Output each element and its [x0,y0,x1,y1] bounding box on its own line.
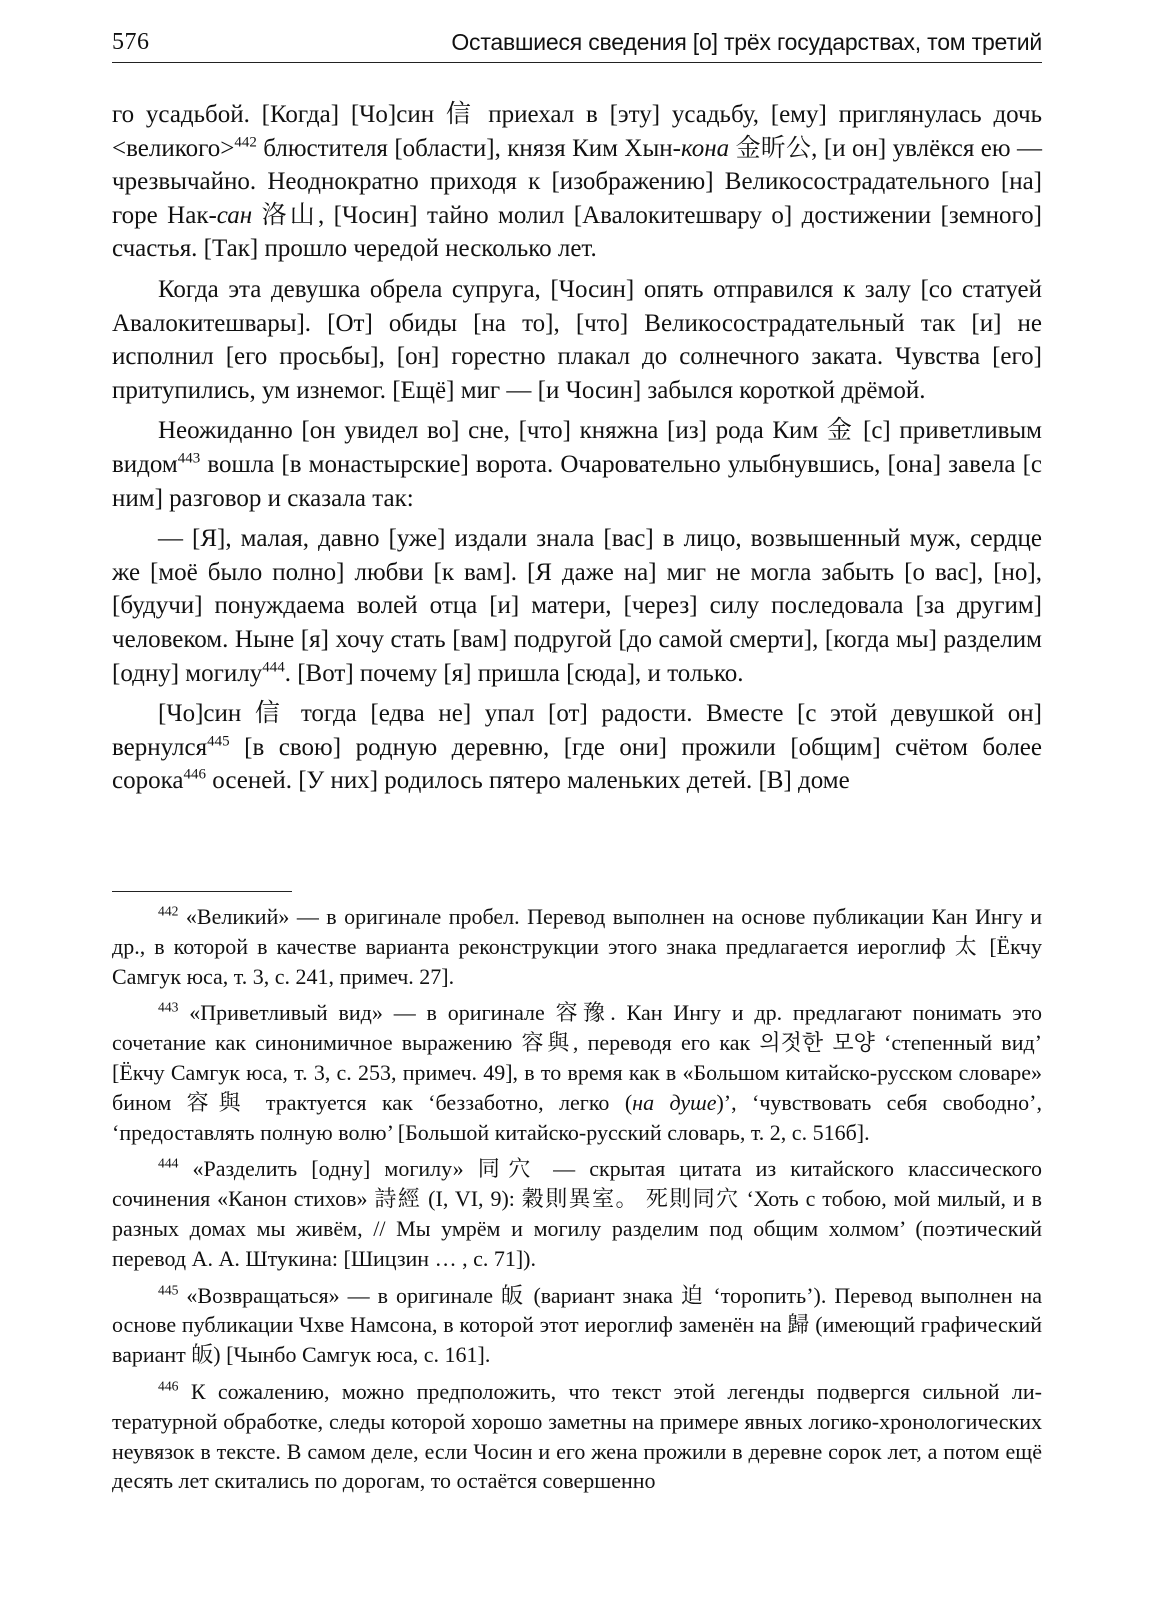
footnote-ref-442[interactable]: 442 [234,133,257,150]
footnote-divider [112,891,292,892]
paragraph-2: Когда эта девушка обрела супруга, [Чосин] опять отправился к залу [со статуей Авалокитешвары]. [От] обиды [на то], [что] Великосострадательный так [и] не исполнил [его просьбы], [он] горестно плакал до солнечного заката. Чувства [его] притупились, ум изнемог. [Ещё] миг — [и Чосин] забылся короткой дрёмой. [112,275,1042,404]
footnote-ref-444[interactable]: 444 [262,658,285,675]
footnote-ref-446[interactable]: 446 [183,766,206,783]
paragraph-3: Неожиданно [он увидел во] сне, [что] княжна [из] рода Ким 金 [с] приветливым видом$^{443}$ вошла [в монастырские] ворота. Очаровательно улыбнувшись, [она] завела [с ним] разговор и сказала так: [112,417,1042,512]
footnote-443: $^{443}$ «Приветливый вид» — в оригинале 容豫. Кан Ингу и др. предлагают понимать это сочетание как синонимичное выражению 容與, переводя его как 의젓한 모양 ‘степенный вид’ [Ёкчу Самгук юса, т. 3, с. 253, примеч. 49], в то время как в «Большом китайско-русском словаре» бином 容與 трактуется как ‘беззаботно, легко (на душе)’, ‘чувствовать себя свободно’, ‘предоставлять полную волю’ [Большой китайско-русский словарь, т. 2, с. 516б]. [112,999,1043,1145]
page-number: 576 [112,29,150,55]
paragraph-4: — [Я], малая, давно [уже] издали знала [вас] в лицо, возвышенный муж, сердце же [моё было полно] любви [к вам]. [Я даже на] миг не могла забыть [о вас], [но], [будучи] понуждаема волей отца [и] матери, [через] силу последовала [за другим] человеком. Ныне [я] хочу стать [вам] подругой [до самой смерти], [когда мы] разделим [одну] могилу$^{444}$. [Вот] почему [я] пришла [сюда], и только. [112,525,1042,687]
footnote-444: $^{444}$ «Разделить [одну] могилу» 同穴 — скрытая цитата из китайского классического сочинения «Канон стихов» 詩經 (I, VI, 9): 穀則異室。 死則同穴 ‘Хоть с тобою, мой милый, и в разных домах мы живём, // Мы умрём и могилу разделим под общим холмом’ (поэтический перевод А. А. Штукина: [Шицзин … , с. 71]). [112,1155,1042,1271]
footnote-number: 442 [158,903,179,919]
footnote-442: $^{442}$ «Великий» — в оригинале пробел. Перевод выполнен на основе публикации Кан Ингу и др., в которой в качестве варианта реконструкции этого знака предлагается иероглиф 太 [Ёкчу Самгук юса, т. 3, с. 241, примеч. 27]. [112,903,1042,989]
main-text [112,98,1042,805]
paragraph-5: [Чо]син 信 тогда [едва не] упал [от] радости. Вместе [с этой девушкой он] вернулся$^{445}$ [в свою] родную деревню, [где они] прожили [общим] счётом более сорока$^{446}$ осеней. [У них] родилось пятеро маленьких детей. [В] доме [112,700,1042,795]
footnote-number: 444 [158,1155,179,1171]
footnote-number: 445 [158,1282,179,1298]
footnotes [112,902,1042,1503]
footnote-number: 443 [158,999,179,1015]
footnote-ref-443[interactable]: 443 [177,450,201,467]
footnote-446: $^{446}$ К сожалению, можно предположить, что текст этой легенды подвергся сильной литературной обработке, следы которой хорошо заметны на примере явных логико-хронологических неувязок в тексте. В самом деле, если Чосин и его жена прожили в деревне сорок лет, а потом ещё десять лет скитались по дорогам, то остаётся совершенно [112,1378,1042,1494]
footnote-445: $^{445}$ «Возвращаться» — в оригинале 皈 (вариант знака 迫 ‘торопить’). Перевод выполнен на основе публикации Чхве Намсона, в которой этот иероглиф заменён на 歸 (имеющий графический вариант 皈) [Чынбо Самгук юса, с. 161]. [112,1282,1042,1368]
footnote-number: 446 [158,1378,179,1394]
footnote-ref-445[interactable]: 445 [207,732,230,749]
running-title: Оставшиеся сведения [о] трёх государствах, том третий [451,29,1042,55]
page-header [112,26,1042,63]
paragraph-1: го усадьбой. [Когда] [Чо]син 信 приехал в [эту] усадьбу, [ему] приглянулась дочь <великого>$^{442}$ блюстителя [области], князя Ким Хын-кона 金昕公, [и он] увлёкся ею — чрезвычайно. Неоднократно приходя к [изображению] Великосострадательного [на] горе Нак-сан 洛山, [Чосин] тайно молил [Авалокитешвару о] достижении [земного] счастья. [Так] прошло чередой несколько лет. [112,101,1042,263]
